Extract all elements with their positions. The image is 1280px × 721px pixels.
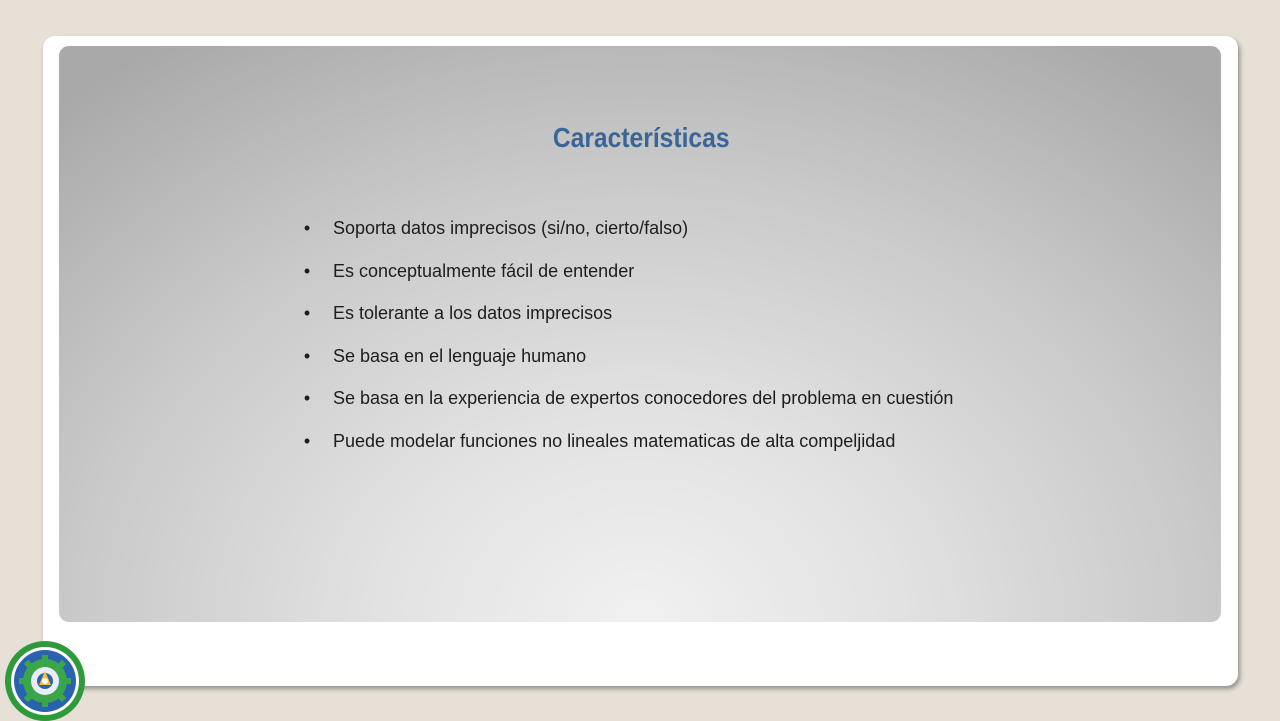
bullet-marker: • — [303, 430, 311, 451]
bullet-marker: • — [303, 303, 311, 323]
bullet-text: Puede modelar funciones no lineales matematicas de alta compeljidad — [333, 430, 896, 451]
list-item — [300, 213, 997, 243]
bullet-text: Se basa en la experiencia de expertos conocedores del problema en cuestión — [333, 388, 954, 408]
list-item — [300, 426, 997, 456]
list-item — [300, 256, 997, 286]
slide-title: Características — [552, 122, 730, 153]
list-item — [300, 298, 997, 328]
bullet-marker: • — [303, 260, 311, 281]
bullet-text: Se basa en el lenguaje humano — [333, 345, 587, 366]
bullet-marker: • — [303, 218, 311, 238]
bullet-marker: • — [303, 388, 311, 408]
bullet-text: Es conceptualmente fácil de entender — [333, 260, 635, 281]
bullet-text: Soporta datos imprecisos (si/no, cierto/falso) — [333, 218, 689, 238]
bullet-text: Es tolerante a los datos imprecisos — [333, 303, 613, 323]
list-item — [300, 383, 997, 413]
list-item — [300, 341, 997, 371]
bullet-list — [300, 213, 997, 468]
bullet-marker: • — [303, 345, 311, 366]
institute-seal-logo — [3, 641, 87, 721]
